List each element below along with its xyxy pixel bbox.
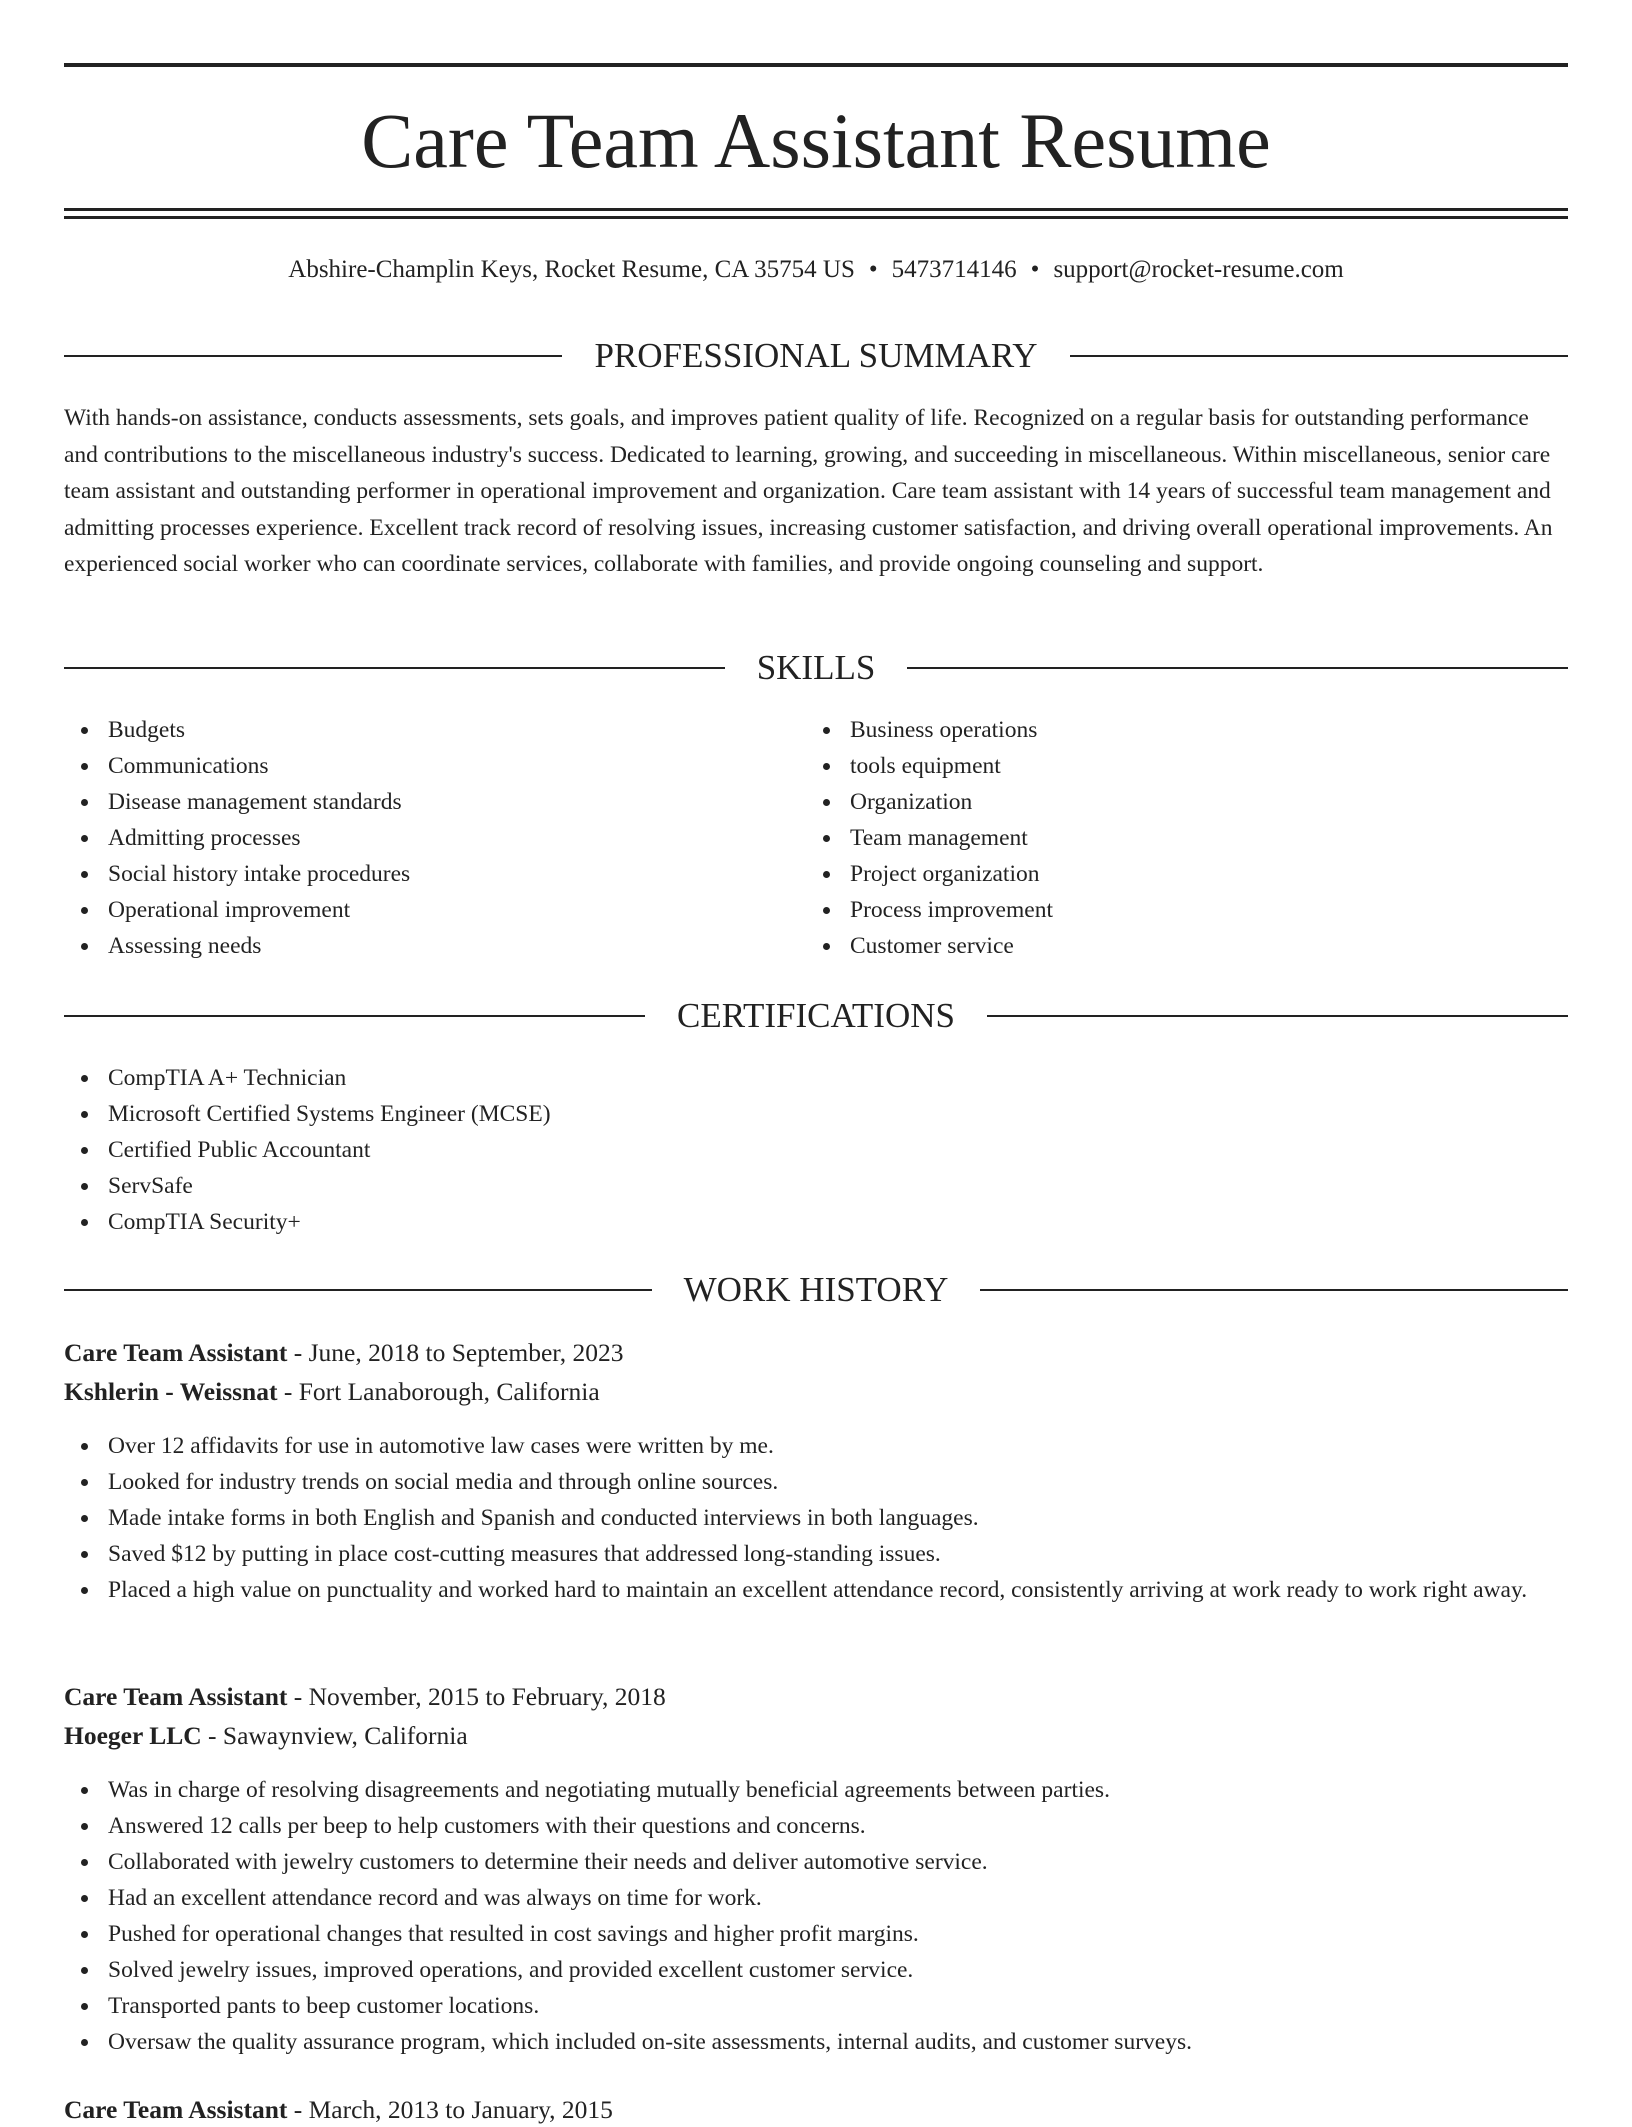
skill-item: Business operations [806,712,1546,748]
job-bullet: Oversaw the quality assurance program, which included on-site assessments, internal audits, and customer surveys. [64,2024,1568,2060]
certifications-list [64,1060,1568,1240]
contact-email[interactable]: support@rocket-resume.com [1053,256,1344,283]
skill-item: Organization [806,784,1546,820]
job-bullet: Answered 12 calls per beep to help customers with their questions and concerns. [64,1808,1568,1844]
job-company-line [64,1375,1568,1409]
job-bullet: Solved jewelry issues, improved operations, and provided excellent customer service. [64,1952,1568,1988]
contact-separator: • [868,256,878,283]
job-bullet: Placed a high value on punctuality and worked hard to maintain an excellent attendance record, consistently arriving at work ready to work right away. [64,1572,1568,1608]
heading-rule [980,1289,1568,1291]
section-heading-skills [64,646,1568,690]
skill-item: tools equipment [806,748,1546,784]
certification-item: Microsoft Certified Systems Engineer (MCSE) [64,1096,1568,1132]
contact-line [64,254,1568,286]
heading-rule [64,1289,652,1291]
skill-item: Disease management standards [64,784,804,820]
job-dates: - November, 2015 to February, 2018 [287,1682,666,1711]
section-heading-summary [64,334,1568,378]
job-bullet: Over 12 affidavits for use in automotive law cases were written by me. [64,1428,1568,1464]
summary-paragraph: With hands-on assistance, conducts assessments, sets goals, and improves patient quality of life. Recognized on a regular basis for outstanding performance and contributions to the miscellaneous industry's success. Dedicated to learning, growing, and succeeding in miscellaneous. Within miscellaneous, senior care team assistant and outstanding performer in operational improvement and organization. Care team assistant with 14 years of successful team management and admitting processes experience. Excellent track record of resolving issues, increasing customer satisfaction, and driving overall operational improvements. An experienced social worker who can coordinate services, collaborate with families, and provide ongoing counseling and support. [64,405,1553,577]
skill-item: Project organization [806,856,1546,892]
skill-item: Team management [806,820,1546,856]
heading-rule [987,1015,1568,1017]
header-bottom-rule [64,208,1568,211]
section-title: WORK HISTORY [683,1270,949,1309]
section-title: PROFESSIONAL SUMMARY [594,336,1038,375]
job-title: Care Team Assistant [64,1338,288,1367]
job-bullet: Made intake forms in both English and Spanish and conducted interviews in both languages. [64,1500,1568,1536]
job-title: Care Team Assistant [64,2095,288,2124]
skills-list-left [64,712,804,964]
job-bullet: Pushed for operational changes that resulted in cost savings and higher profit margins. [64,1916,1568,1952]
section-title: SKILLS [756,648,876,687]
job-title-line [64,1336,1568,1370]
job-bullet: Saved $12 by putting in place cost-cutting measures that addressed long-standing issues. [64,1536,1568,1572]
skill-item: Admitting processes [64,820,804,856]
contact-address: Abshire-Champlin Keys, Rocket Resume, CA 35754 US [288,256,855,283]
skill-item: Customer service [806,928,1546,964]
heading-rule [64,667,725,669]
certification-item: ServSafe [64,1168,1568,1204]
job-company: Hoeger LLC [64,1721,202,1750]
job-company-line [64,1719,1568,1753]
heading-rule [64,1015,645,1017]
job-title-line [64,1680,1568,1714]
heading-rule [1070,355,1568,357]
certification-item: Certified Public Accountant [64,1132,1568,1168]
job-bullet: Collaborated with jewelry customers to determine their needs and deliver automotive service. [64,1844,1568,1880]
skill-item: Communications [64,748,804,784]
section-heading-certifications [64,994,1568,1038]
job-dates: - June, 2018 to September, 2023 [287,1338,624,1367]
header-bottom-rule-2 [64,216,1568,219]
skill-item: Social history intake procedures [64,856,804,892]
skill-item: Assessing needs [64,928,804,964]
job-bullets [64,1428,1568,1608]
heading-rule [907,667,1568,669]
section-heading-work [64,1268,1568,1312]
header-top-rule [64,63,1568,67]
skills-list-right [806,712,1546,964]
job-bullet: Was in charge of resolving disagreements and negotiating mutually beneficial agreements between parties. [64,1772,1568,1808]
page-title: Care Team Assistant Resume [361,97,1271,184]
job-dates: - March, 2013 to January, 2015 [287,2095,613,2124]
job-title: Care Team Assistant [64,1682,288,1711]
certification-item: CompTIA Security+ [64,1204,1568,1240]
skill-item: Process improvement [806,892,1546,928]
skill-item: Budgets [64,712,804,748]
job-bullets [64,1772,1568,2060]
job-bullet: Looked for industry trends on social media and through online sources. [64,1464,1568,1500]
job-bullet: Had an excellent attendance record and was always on time for work. [64,1880,1568,1916]
job-location: - Sawaynview, California [201,1721,468,1750]
job-location: - Fort Lanaborough, California [277,1377,600,1406]
skill-item: Operational improvement [64,892,804,928]
contact-separator: • [1030,256,1040,283]
heading-rule [64,355,562,357]
job-company: Kshlerin - Weissnat [64,1377,278,1406]
job-title-line [64,2093,1568,2127]
section-title: CERTIFICATIONS [677,996,955,1035]
certification-item: CompTIA A+ Technician [64,1060,1568,1096]
contact-phone: 5473714146 [891,256,1017,283]
job-bullet: Transported pants to beep customer locations. [64,1988,1568,2024]
